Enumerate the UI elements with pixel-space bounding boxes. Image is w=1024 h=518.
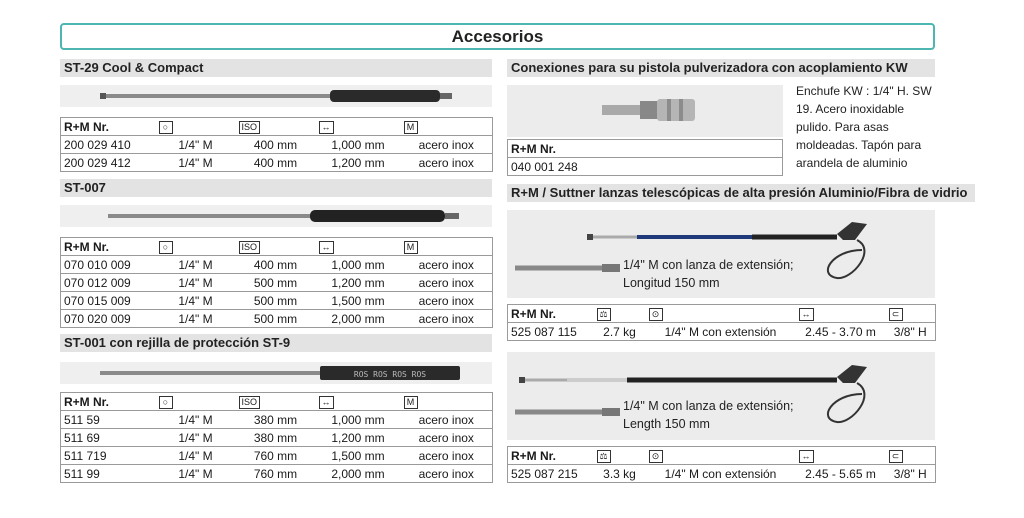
coupling-icon: ⊂: [889, 308, 903, 321]
spec-table-telescopic-2: [507, 446, 936, 483]
lance-image-st001: [60, 362, 492, 384]
length-icon: ↔: [799, 308, 814, 321]
cell: 2,000 mm: [316, 465, 401, 483]
cell: acero inox: [401, 447, 493, 465]
cell: 525 087 215: [508, 465, 594, 483]
cell: 400 mm: [236, 256, 316, 274]
desc-line: arandela de aluminio: [796, 156, 908, 170]
table-row: [508, 158, 783, 176]
table-row: [61, 136, 493, 154]
cell: 1/4" M: [156, 411, 236, 429]
cell: 2.7 kg: [594, 323, 646, 341]
table-row: [61, 465, 493, 483]
kw-coupling-icon: [507, 85, 783, 137]
spec-table-telescopic-1: [507, 304, 936, 341]
table-row: [61, 447, 493, 465]
spec-table-st001: [60, 392, 493, 483]
iso-icon: ISO: [239, 121, 261, 134]
cell: 070 010 009: [61, 256, 156, 274]
cell: acero inox: [401, 274, 493, 292]
cell: 500 mm: [236, 310, 316, 328]
header-rm-nr: R+M Nr.: [61, 118, 156, 136]
cell: 760 mm: [236, 465, 316, 483]
cell: 511 719: [61, 447, 156, 465]
cell: 040 001 248: [508, 158, 783, 176]
cell: 2,000 mm: [316, 310, 401, 328]
cell: 1,500 mm: [316, 292, 401, 310]
lance-image-st29: [60, 85, 492, 107]
table-row: [61, 411, 493, 429]
cell: 1,200 mm: [316, 154, 401, 172]
caption-line: 1/4" M con lanza de extensión;: [623, 399, 794, 413]
cell: acero inox: [401, 136, 493, 154]
cell: acero inox: [401, 429, 493, 447]
cell: 1,000 mm: [316, 411, 401, 429]
cell: 1/4" M: [156, 310, 236, 328]
material-icon: M: [404, 241, 418, 254]
cell: 1/4" M: [156, 256, 236, 274]
connections-description: [796, 82, 936, 172]
length-icon: ↔: [319, 396, 334, 409]
cell: 1/4" M: [156, 292, 236, 310]
spec-table-st007: [60, 237, 493, 328]
cell: 511 99: [61, 465, 156, 483]
cell: acero inox: [401, 465, 493, 483]
desc-line: moldeadas. Tapón para: [796, 138, 922, 152]
caption-line: Longitud 150 mm: [623, 276, 720, 290]
cell: acero inox: [401, 310, 493, 328]
cell: 1,000 mm: [316, 136, 401, 154]
cell: 1/4" M: [156, 154, 236, 172]
table-row: [61, 274, 493, 292]
cell: acero inox: [401, 154, 493, 172]
section-title-connections: Conexiones para su pistola pulverizadora con acoplamiento KW: [507, 59, 935, 77]
cell: 1,000 mm: [316, 256, 401, 274]
cell: 500 mm: [236, 292, 316, 310]
header-rm-nr: R+M Nr.: [61, 393, 156, 411]
cell: 1,200 mm: [316, 429, 401, 447]
section-title-st001: ST-001 con rejilla de protección ST-9: [60, 334, 492, 352]
header-rm-nr: R+M Nr.: [508, 305, 594, 323]
section-title-st007: ST-007: [60, 179, 492, 197]
lance-st001-icon: [60, 362, 492, 384]
cell: 760 mm: [236, 447, 316, 465]
cell: 1/4" M: [156, 274, 236, 292]
cell: 3/8" H: [886, 465, 936, 483]
table-row: [61, 429, 493, 447]
thread-icon: ○: [159, 241, 173, 254]
lance-st007-icon: [60, 205, 492, 227]
desc-line: pulido. Para asas: [796, 120, 889, 134]
desc-line: Enchufe KW : 1/4" H. SW: [796, 84, 932, 98]
cell: 511 59: [61, 411, 156, 429]
spec-table-st29: [60, 117, 493, 172]
section-title-st29: ST-29 Cool & Compact: [60, 59, 492, 77]
cell: 400 mm: [236, 154, 316, 172]
cell: 1,500 mm: [316, 447, 401, 465]
table-row: [508, 465, 936, 483]
table-row: [61, 310, 493, 328]
table-row: [61, 256, 493, 274]
connection-icon: ⊙: [649, 450, 663, 463]
caption-1: [623, 256, 823, 292]
cell: 1/4" M con extensión: [646, 323, 796, 341]
cell: 500 mm: [236, 274, 316, 292]
iso-icon: ISO: [239, 241, 261, 254]
cell: 380 mm: [236, 411, 316, 429]
thread-icon: ○: [159, 396, 173, 409]
desc-line: 19. Acero inoxidable: [796, 102, 905, 116]
length-icon: ↔: [319, 121, 334, 134]
cell: 2.45 - 3.70 m: [796, 323, 886, 341]
cell: 1/4" M: [156, 429, 236, 447]
cell: 200 029 410: [61, 136, 156, 154]
cell: 1,200 mm: [316, 274, 401, 292]
lance-image-st007: [60, 205, 492, 227]
coupling-icon: ⊂: [889, 450, 903, 463]
length-icon: ↔: [799, 450, 814, 463]
lance-st29-icon: [60, 85, 492, 107]
header-rm-nr: R+M Nr.: [508, 140, 783, 158]
cell: 511 69: [61, 429, 156, 447]
cell: 380 mm: [236, 429, 316, 447]
coupling-image: [507, 85, 783, 137]
table-row: [61, 292, 493, 310]
table-row: [508, 323, 936, 341]
spec-table-connections: [507, 139, 783, 176]
table-row: [61, 154, 493, 172]
cell: 070 012 009: [61, 274, 156, 292]
material-icon: M: [404, 121, 418, 134]
cell: 070 020 009: [61, 310, 156, 328]
cell: 1/4" M: [156, 465, 236, 483]
cell: 1/4" M: [156, 447, 236, 465]
cell: 525 087 115: [508, 323, 594, 341]
length-icon: ↔: [319, 241, 334, 254]
weight-icon: ⚖: [597, 308, 611, 321]
cell: 3.3 kg: [594, 465, 646, 483]
header-rm-nr: R+M Nr.: [61, 238, 156, 256]
cell: acero inox: [401, 411, 493, 429]
header-rm-nr: R+M Nr.: [508, 447, 594, 465]
section-title-telescopic: R+M / Suttner lanzas telescópicas de alta presión Aluminio/Fibra de vidrio: [507, 184, 975, 202]
iso-icon: ISO: [239, 396, 261, 409]
cell: 200 029 412: [61, 154, 156, 172]
caption-line: Length 150 mm: [623, 417, 710, 431]
caption-2: [623, 397, 823, 433]
cell: 1/4" M con extensión: [646, 465, 796, 483]
cell: acero inox: [401, 292, 493, 310]
cell: 070 015 009: [61, 292, 156, 310]
lance-grip-text: ROS ROS ROS ROS: [353, 370, 427, 379]
cell: 3/8" H: [886, 323, 936, 341]
cell: acero inox: [401, 256, 493, 274]
cell: 2.45 - 5.65 m: [796, 465, 886, 483]
page-title: Accesorios: [60, 23, 935, 50]
material-icon: M: [404, 396, 418, 409]
weight-icon: ⚖: [597, 450, 611, 463]
caption-line: 1/4" M con lanza de extensión;: [623, 258, 794, 272]
cell: 400 mm: [236, 136, 316, 154]
thread-icon: ○: [159, 121, 173, 134]
cell: 1/4" M: [156, 136, 236, 154]
connection-icon: ⊙: [649, 308, 663, 321]
